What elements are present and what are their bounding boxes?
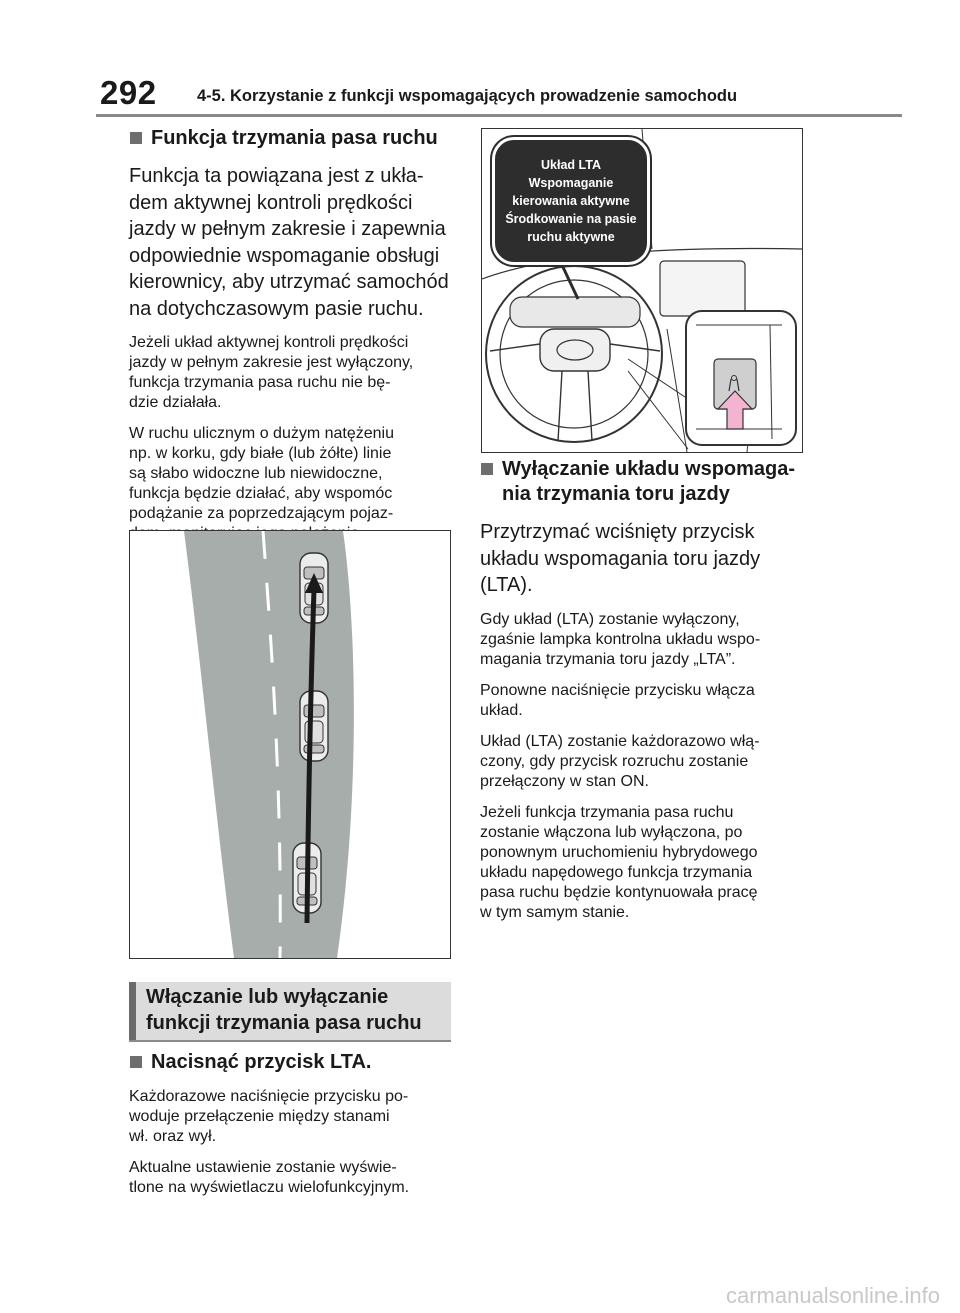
text-line: dzie działała. [129, 394, 222, 411]
text-line: jazdy w pełnym zakresie i zapewnia [129, 218, 446, 240]
lta-status-callout [492, 137, 650, 265]
text-line: magania trzymania toru jazdy „LTA”. [480, 650, 736, 668]
text-line: w tym samym stanie. [480, 903, 630, 921]
right-column [480, 457, 815, 934]
callout-line: Środkowanie na pasie [505, 212, 637, 226]
square-bullet-icon [481, 463, 493, 475]
header-rule [96, 114, 902, 117]
text-line: Przytrzymać wciśnięty przycisk [480, 521, 755, 543]
paragraph-3 [480, 732, 815, 792]
text-line: podążanie za poprzedzającym pojaz- [129, 505, 394, 522]
text-line: Każdorazowe naciśnięcie przycisku po- [129, 1088, 409, 1105]
text-line: czony, gdy przycisk rozruchu zostanie [480, 752, 749, 770]
dashboard-illustration [481, 128, 803, 453]
text-line: kierownicy, aby utrzymać samochód [129, 271, 449, 293]
banner-rule [129, 1040, 451, 1042]
instrument-cluster [510, 297, 640, 327]
banner-line: Włączanie lub wyłączanie [146, 986, 389, 1008]
text-line: na dotychczasowym pasie ruchu. [129, 297, 424, 320]
section-heading-disable [480, 457, 815, 507]
running-header: 4-5. Korzystanie z funkcji wspomagających prowadzenie samochodu [197, 87, 738, 105]
text-line: pasa ruchu będzie kontynuowała pracę [480, 883, 758, 901]
text-line: ponownym uruchomieniu hybrydowego [480, 843, 758, 861]
heading-text [502, 457, 795, 507]
text-line: wł. oraz wył. [129, 1128, 217, 1145]
heading-text: Nacisnąć przycisk LTA. [151, 1051, 372, 1073]
text-line: jazdy w pełnym zakresie jest wyłączony, [129, 354, 414, 371]
text-line: odpowiednie wspomaganie obsługi [129, 244, 440, 267]
text-line: Gdy układ (LTA) zostanie wyłączony, [480, 610, 740, 628]
callout-line: Wspomaganie [528, 176, 614, 190]
road-illustration [129, 530, 451, 959]
text-line: Jeżeli układ aktywnej kontroli prędkości [129, 334, 409, 351]
square-bullet-icon [130, 132, 142, 144]
text-line: przełączony w stan ON. [480, 772, 649, 790]
callout-line: ruchu aktywne [527, 230, 615, 244]
text-line: nia trzymania toru jazdy [502, 483, 730, 505]
note-paragraph-2 [129, 424, 454, 544]
text-line: np. w korku, gdy białe (lub żółte) linie [129, 445, 392, 462]
center-display [660, 261, 745, 316]
section-heading-lane-keeping [129, 126, 454, 151]
road-svg [130, 531, 450, 958]
watermark: carmanualsonline.info [725, 1283, 940, 1308]
left-column [129, 126, 454, 555]
instruction-paragraph [480, 519, 815, 599]
paragraph-2 [129, 1158, 454, 1198]
paragraph-1 [129, 1087, 454, 1147]
intro-paragraph [129, 163, 454, 322]
text-line: układ. [480, 701, 523, 719]
text-line: Układ (LTA) zostanie każdorazowo włą- [480, 732, 760, 750]
text-line: W ruchu ulicznym o dużym natężeniu [129, 425, 394, 442]
section-heading-press-lta [129, 1050, 454, 1075]
paragraph-1 [480, 610, 815, 670]
page-number: 292 [100, 74, 157, 111]
section-banner [129, 982, 451, 1040]
text-line: są słabo widoczne lub niewidoczne, [129, 465, 383, 482]
text-line: woduje przełączenie między stanami [129, 1108, 390, 1125]
heading-text: Funkcja trzymania pasa ruchu [151, 127, 438, 149]
text-line: układu wspomagania toru jazdy [480, 547, 761, 570]
callout-pointer [562, 265, 578, 299]
paragraph-2 [480, 681, 815, 721]
text-line: zostanie włączona lub wyłączona, po [480, 823, 743, 841]
text-line: dem aktywnej kontroli prędkości [129, 191, 413, 214]
text-line: zgaśnie lampka kontrolna układu wspo- [480, 630, 761, 648]
text-line: Ponowne naciśnięcie przycisku włącza [480, 681, 755, 699]
left-column-bottom [129, 1050, 454, 1209]
text-line: tlone na wyświetlaczu wielofunkcyjnym. [129, 1179, 410, 1196]
steering-hub [540, 329, 610, 371]
text-line: Funkcja ta powiązana jest z ukła- [129, 165, 424, 187]
banner-line: funkcji trzymania pasa ruchu [146, 1011, 422, 1034]
car-icon [300, 691, 328, 761]
callout-line: Układ LTA [541, 158, 601, 172]
paragraph-4 [480, 803, 815, 923]
text-line: Wyłączanie układu wspomaga- [502, 458, 796, 480]
square-bullet-icon [130, 1056, 142, 1068]
callout-line: kierowania aktywne [512, 194, 630, 208]
text-line: (LTA). [480, 574, 533, 596]
text-line: funkcja trzymania pasa ruchu nie bę- [129, 374, 391, 391]
text-line: funkcja będzie działać, aby wspomóc [129, 485, 393, 502]
text-line: układu napędowego funkcja trzymania [480, 863, 753, 881]
text-line: Jeżeli funkcja trzymania pasa ruchu [480, 803, 734, 821]
note-paragraph-1 [129, 333, 454, 413]
text-line: Aktualne ustawienie zostanie wyświe- [129, 1159, 397, 1176]
